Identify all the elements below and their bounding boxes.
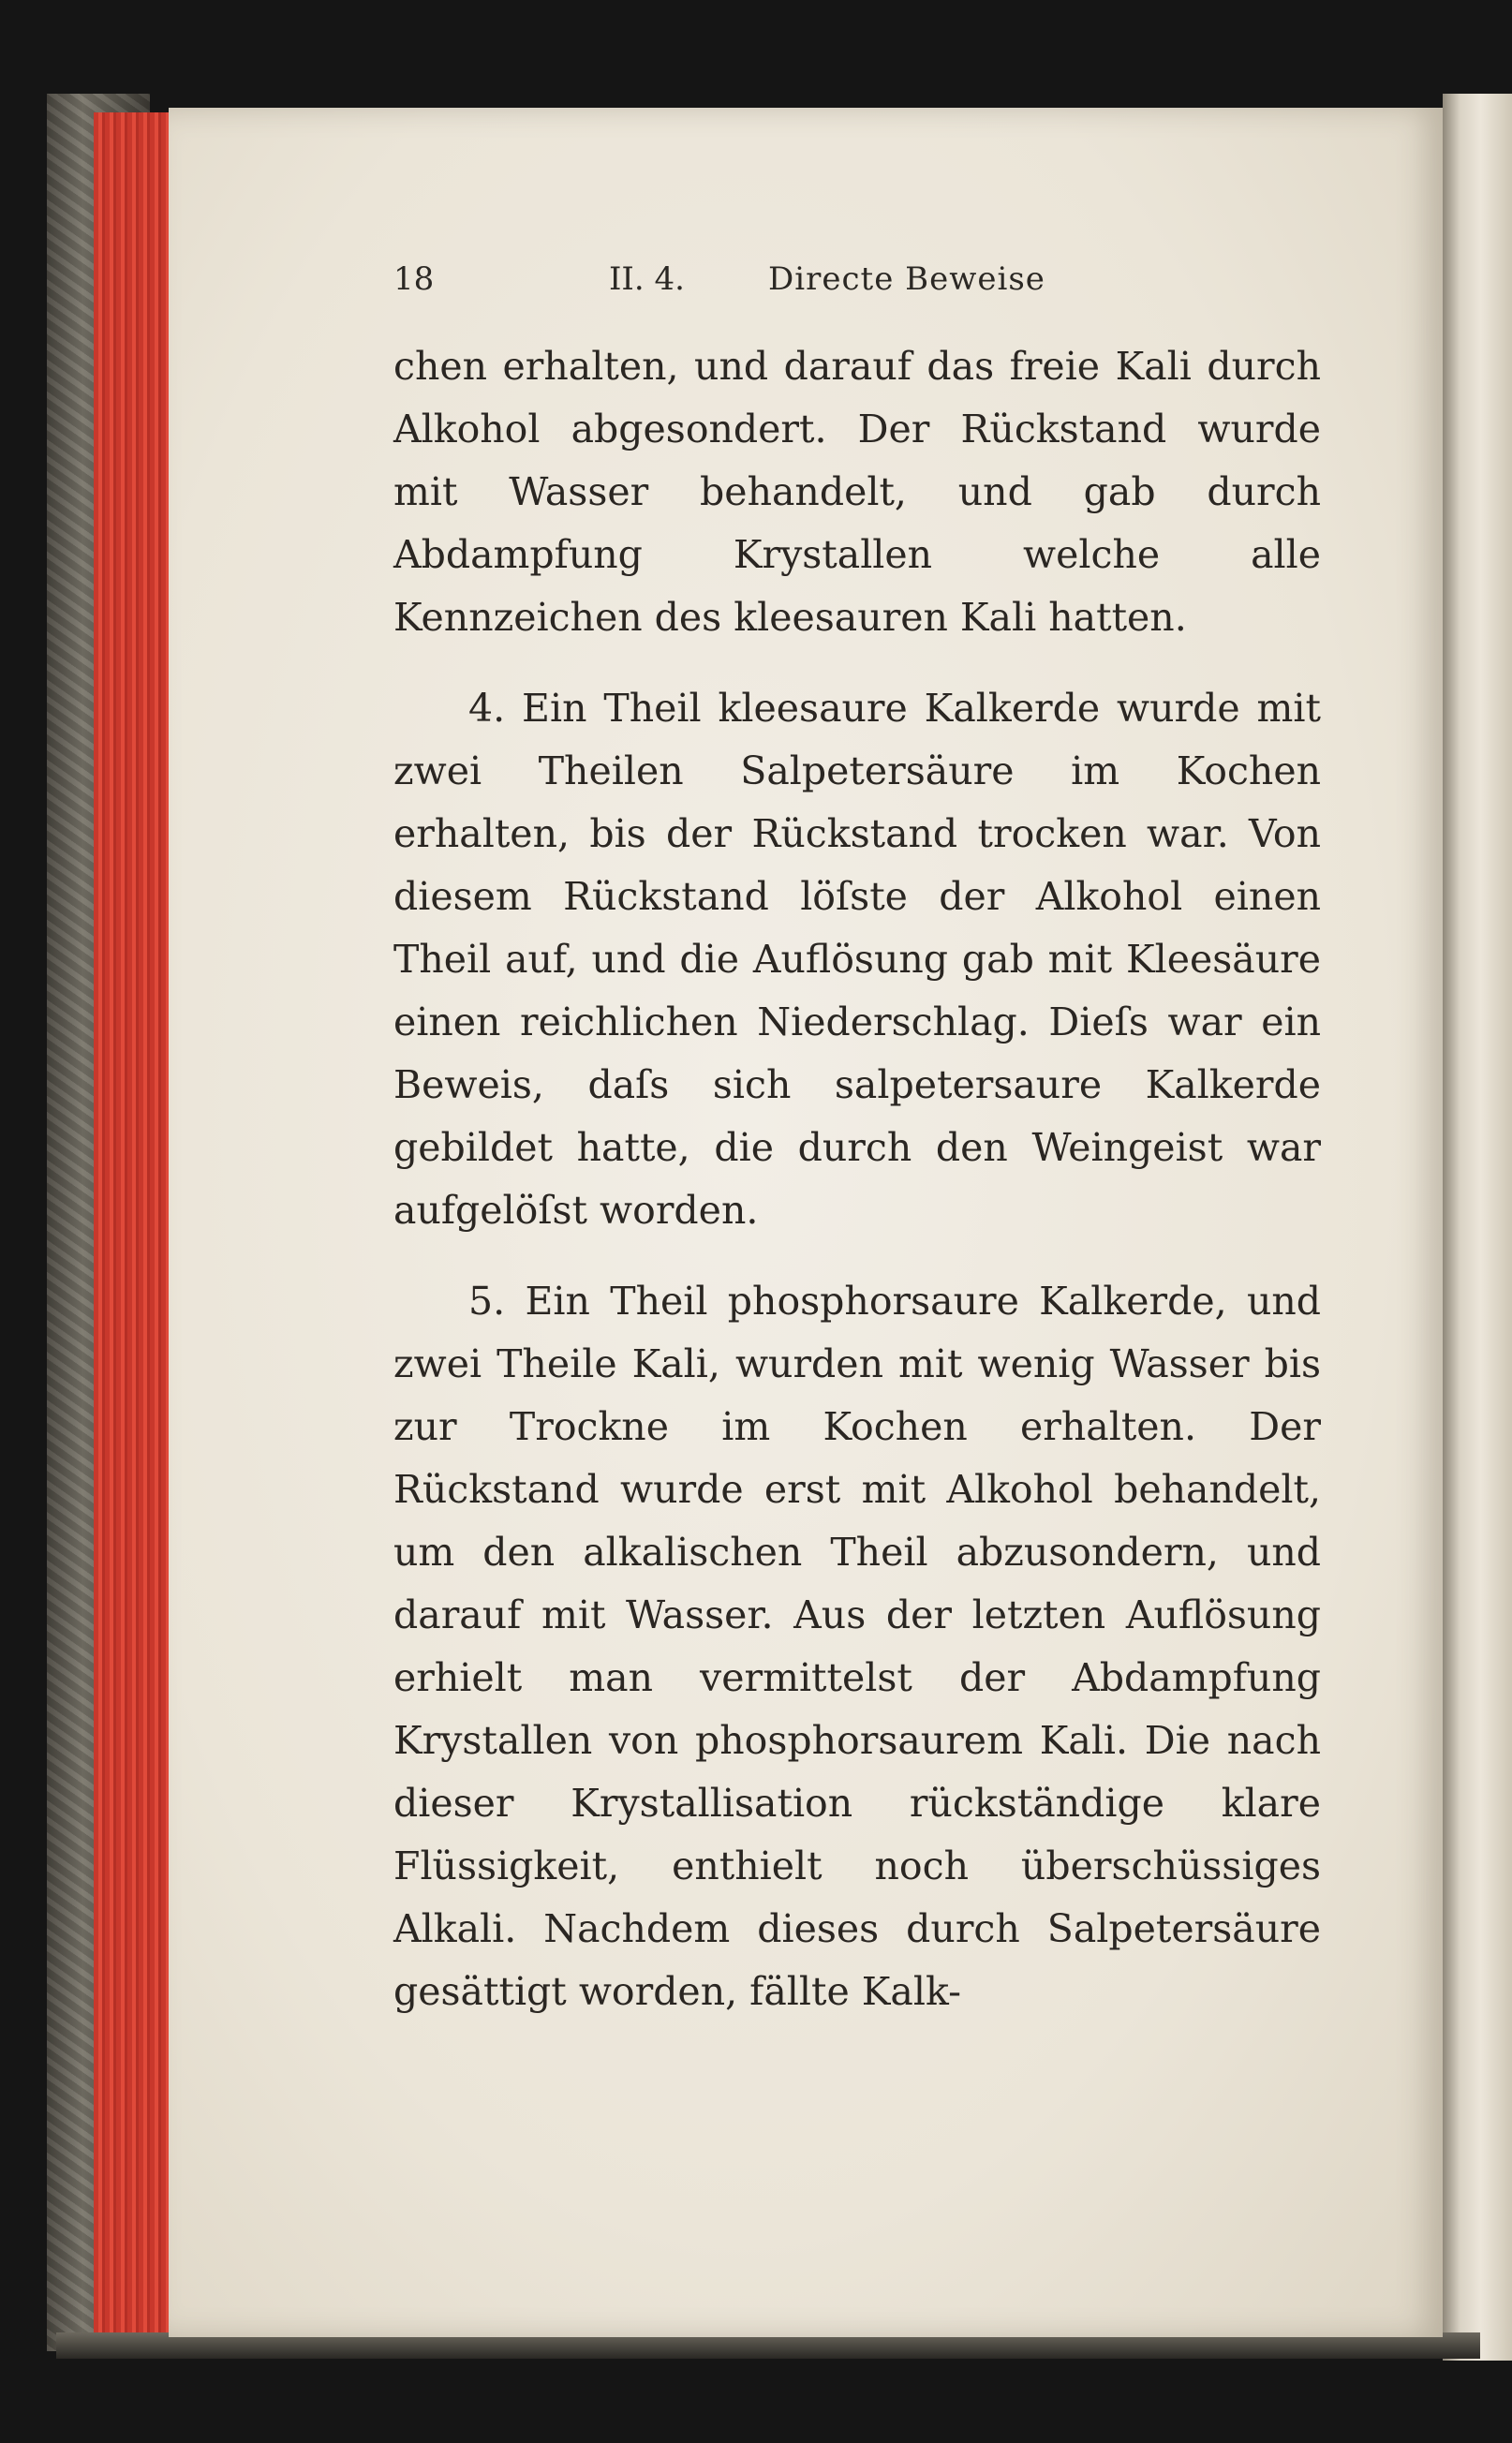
- running-title: Directe Beweise: [768, 260, 1045, 298]
- page-header: [393, 260, 1049, 307]
- body-text: [393, 335, 1321, 2023]
- book-spine: [1443, 94, 1512, 2361]
- page-number: 18: [393, 260, 435, 298]
- section-number: II. 4.: [609, 260, 685, 298]
- paragraph-4: 4. Ein Theil kleesaure Kalkerde wurde mit zwei Theilen Salpetersäure im Kochen erhalten, bis der Rückstand trocken war. Von diesem Rückstand löſste der Alkohol einen Theil auf, und die Auflösung gab mit Kleesäure einen reichlichen Niederschlag. Dieſs war ein Beweis, daſs sich salpetersaure Kalkerde gebildet hatte, die durch den Weingeist war aufgelöſst worden.: [393, 686, 1321, 1233]
- paragraph-5: 5. Ein Theil phosphorsaure Kalkerde, und zwei Theile Kali, wurden mit wenig Wasser bis zur Trockne im Kochen erhalten. Der Rückstand wurde erst mit Alkohol behandelt, um den alkalischen Theil abzusondern, und darauf mit Wasser. Aus der letzten Auflösung erhielt man vermittelst der Abdampfung Krystallen von phosphorsaurem Kali. Die nach dieser Krystallisation rückständige klare Flüssigkeit, enthielt noch überschüssiges Alkali. Nachdem dieses durch Salpetersäure gesättigt worden, fällte Kalk-: [393, 1279, 1321, 2014]
- paragraph-continuation: chen erhalten, und darauf das freie Kali durch Alkohol abgesondert. Der Rückstand wurde mit Wasser behandelt, und gab durch Abdampfung Krystallen welche alle Kennzeichen des kleesauren Kali hatten.: [393, 344, 1321, 640]
